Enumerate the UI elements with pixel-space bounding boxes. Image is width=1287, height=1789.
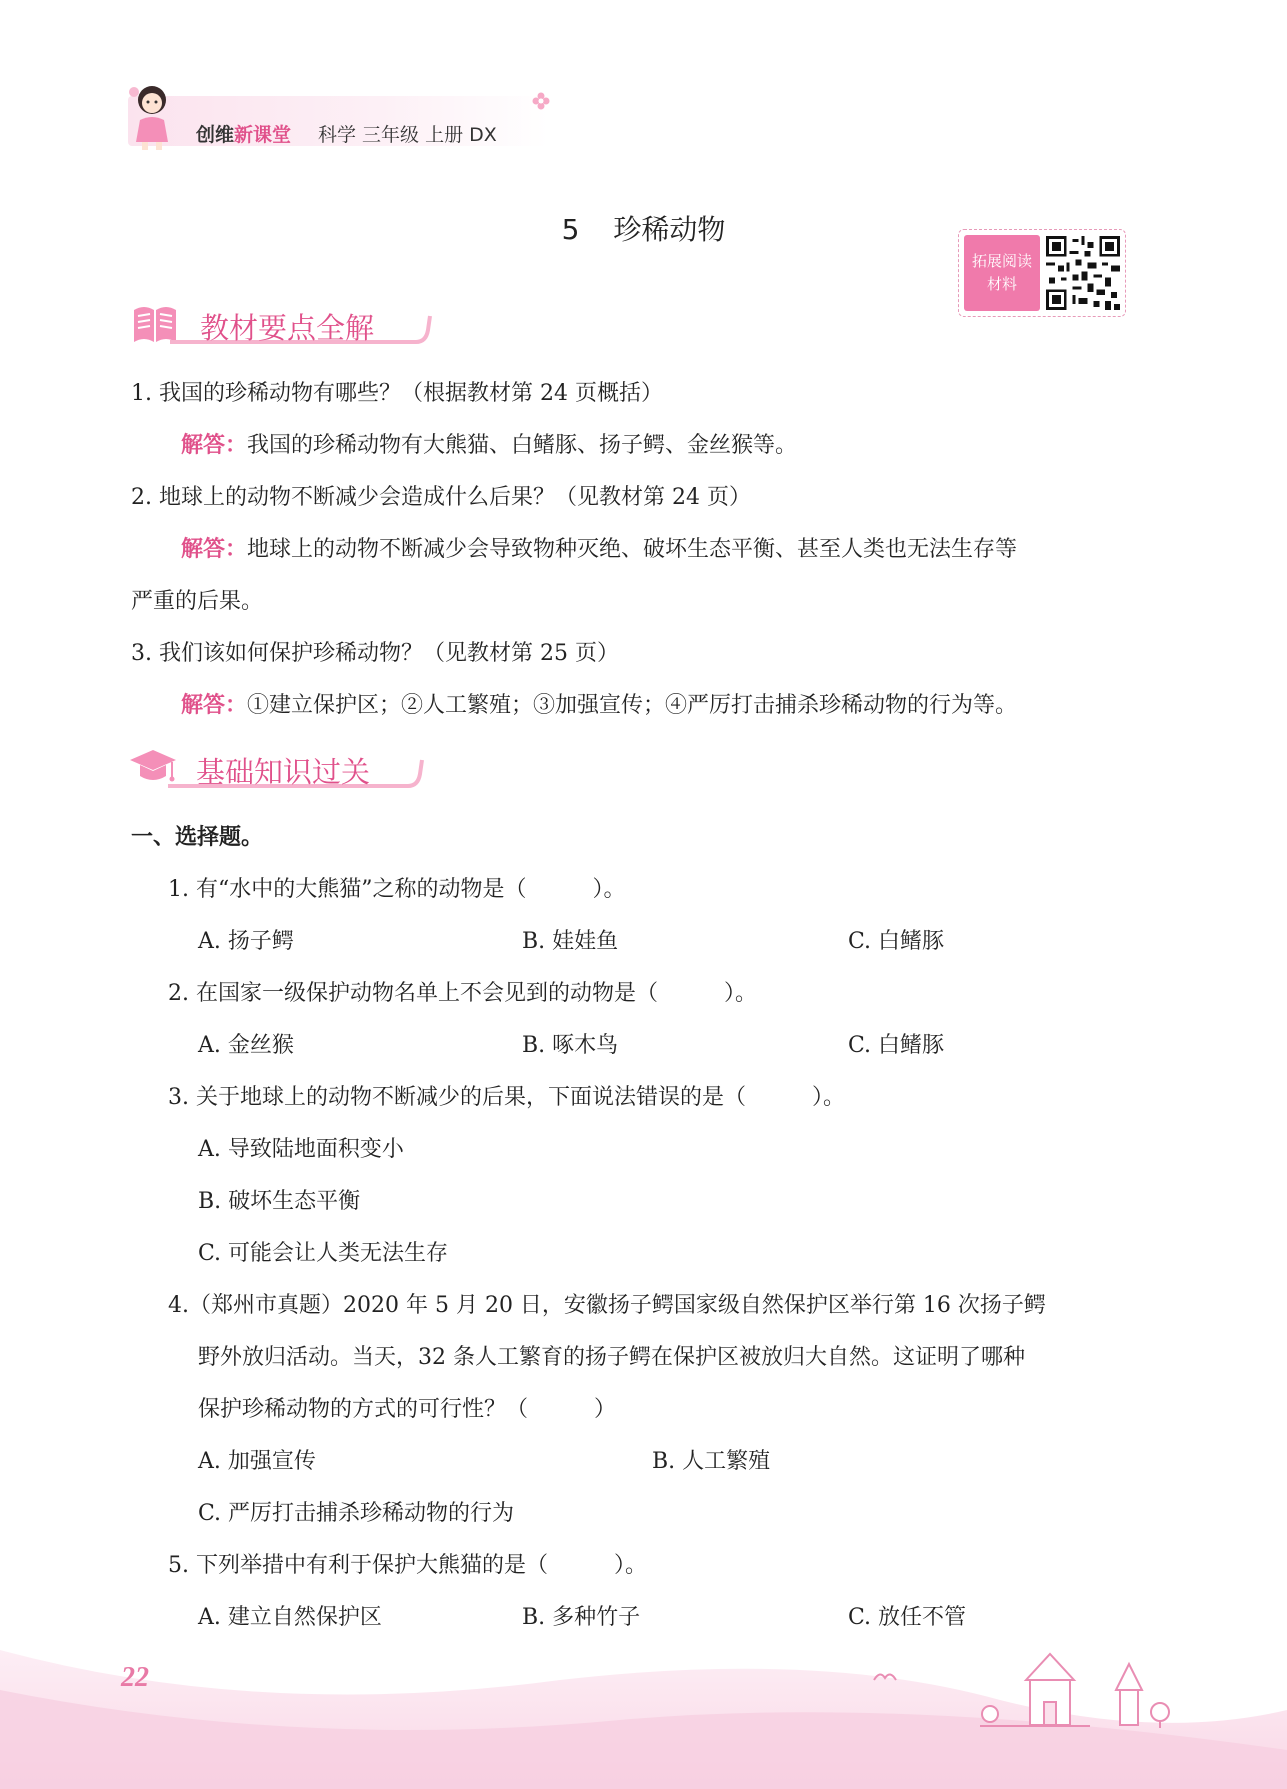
- book-subtitle: 科学 三年级 上册 DX: [318, 124, 497, 146]
- q4-option-c[interactable]: C. 严厉打击捕杀珍稀动物的行为: [198, 1501, 515, 1526]
- girl-mascot-icon: [122, 80, 182, 152]
- question-1: 1. 我国的珍稀动物有哪些？（根据教材第 24 页概括）: [131, 381, 663, 406]
- q1-stem: 1. 有“水中的大熊猫”之称的动物是（ ）。: [168, 877, 626, 902]
- q3-option-a[interactable]: A. 导致陆地面积变小: [198, 1137, 404, 1162]
- page-number: 22: [121, 1662, 149, 1693]
- q4-stem-line2: 野外放归活动。当天，32 条人工繁育的扬子鳄在保护区被放归大自然。这证明了哪种: [198, 1345, 1025, 1370]
- lesson-title: 5 珍稀动物: [561, 213, 726, 246]
- section-title-basic-knowledge: 基础知识过关: [196, 755, 371, 789]
- question-2: 2. 地球上的动物不断减少会造成什么后果？（见教材第 24 页）: [131, 485, 751, 510]
- q4-option-b[interactable]: B. 人工繁殖: [652, 1449, 771, 1474]
- qr-code-icon[interactable]: [1046, 236, 1120, 310]
- brand-name: 创维新课堂: [196, 124, 292, 146]
- q1-option-b[interactable]: B. 娃娃鱼: [522, 929, 619, 954]
- q4-stem-line3: 保护珍稀动物的方式的可行性？（ ）: [198, 1397, 617, 1422]
- flower-icon: [532, 92, 550, 110]
- q4-stem-line1: 4.（郑州市真题）2020 年 5 月 20 日，安徽扬子鳄国家级自然保护区举行第 16 次扬子鳄: [168, 1293, 1046, 1318]
- q3-stem: 3. 关于地球上的动物不断减少的后果，下面说法错误的是（ ）。: [168, 1085, 845, 1110]
- part-title-multiple-choice: 一、选择题。: [131, 825, 264, 850]
- q1-option-c[interactable]: C. 白鳍豚: [848, 929, 945, 954]
- q3-option-c[interactable]: C. 可能会让人类无法生存: [198, 1241, 449, 1266]
- answer-2-continued: 严重的后果。: [131, 589, 264, 614]
- q5-option-b[interactable]: B. 多种竹子: [522, 1605, 641, 1630]
- question-3: 3. 我们该如何保护珍稀动物？（见教材第 25 页）: [131, 641, 619, 666]
- q2-option-c[interactable]: C. 白鳍豚: [848, 1033, 945, 1058]
- q5-option-a[interactable]: A. 建立自然保护区: [198, 1605, 382, 1630]
- q5-option-c[interactable]: C. 放任不管: [848, 1605, 967, 1630]
- answer-2: 解答：地球上的动物不断减少会导致物种灭绝、破坏生态平衡、甚至人类也无法生存等: [181, 537, 1018, 562]
- bird-icon: [872, 1668, 898, 1690]
- q2-stem: 2. 在国家一级保护动物名单上不会见到的动物是（ ）。: [168, 981, 757, 1006]
- q1-option-a[interactable]: A. 扬子鳄: [198, 929, 294, 954]
- q2-option-a[interactable]: A. 金丝猴: [198, 1033, 294, 1058]
- answer-3: 解答：①建立保护区；②人工繁殖；③加强宣传；④严厉打击捕杀珍稀动物的行为等。: [181, 693, 1018, 718]
- q4-option-a[interactable]: A. 加强宣传: [198, 1449, 316, 1474]
- answer-1: 解答：我国的珍稀动物有大熊猫、白鳍豚、扬子鳄、金丝猴等。: [181, 433, 798, 458]
- castle-icon: [960, 1650, 1190, 1730]
- section-title-key-points: 教材要点全解: [200, 311, 375, 345]
- extended-reading-label[interactable]: 拓展阅读 材料: [964, 235, 1040, 311]
- q5-stem: 5. 下列举措中有利于保护大熊猫的是（ ）。: [168, 1553, 647, 1578]
- q3-option-b[interactable]: B. 破坏生态平衡: [198, 1189, 361, 1214]
- q2-option-b[interactable]: B. 啄木鸟: [522, 1033, 619, 1058]
